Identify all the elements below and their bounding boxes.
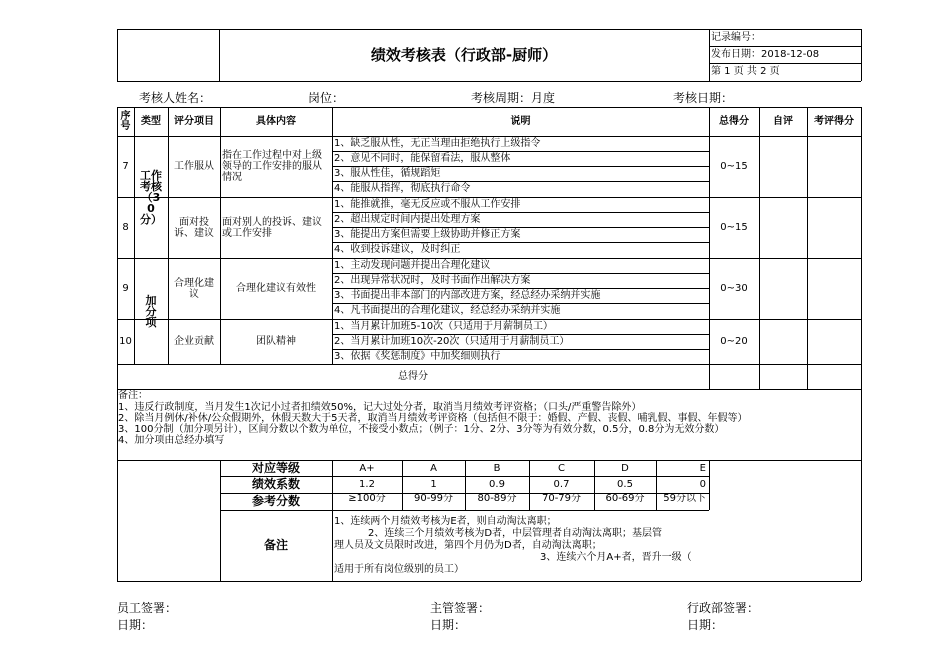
grade-level: A+ bbox=[359, 462, 375, 474]
row-seq: 7 bbox=[122, 161, 129, 172]
grade-level: A bbox=[430, 462, 437, 474]
grade-coef: 0.9 bbox=[489, 479, 505, 490]
row-item: 合理化建议 bbox=[174, 277, 214, 300]
position-label: 岗位： bbox=[308, 91, 345, 105]
group-bonus: 加分项 bbox=[145, 293, 157, 329]
row-item: 工作服从 bbox=[174, 161, 214, 172]
grade-level-label: 对应等级 bbox=[251, 460, 300, 475]
grade-remark-line: 3、连续六个月A+者，晋升一级（ bbox=[540, 552, 692, 563]
admin-signature-label: 行政部签署： bbox=[687, 601, 760, 615]
supervisor-signature-label: 主管签署： bbox=[430, 601, 491, 615]
grade-remark-line: 2、连续三个月绩效考核为D者，中层管理者自动淘汰离职；基层管 bbox=[368, 528, 663, 539]
row-desc-line: 4、能服从指挥，彻底执行命令 bbox=[334, 183, 471, 194]
group-work-assessment: 工作考核（30分） bbox=[140, 168, 162, 226]
row-desc-line: 2、当月累计加班10次-20次（只适用于月薪制员工） bbox=[334, 336, 570, 347]
employee-date-label: 日期： bbox=[117, 618, 154, 632]
grade-score: 60-69分 bbox=[605, 493, 645, 504]
row-score-range: 0~30 bbox=[720, 283, 748, 294]
grade-remark-line: 理人员及文员限时改进，第四个月仍为D者，自动淘汰离职； bbox=[334, 540, 602, 551]
notes-title: 备注： bbox=[118, 390, 148, 401]
grade-coef-label: 绩效系数 bbox=[251, 477, 300, 491]
grade-level: E bbox=[699, 462, 706, 474]
grade-level: D bbox=[621, 462, 629, 474]
row-desc-line: 1、缺乏服从性，无正当理由拒绝执行上级指令 bbox=[334, 138, 541, 149]
row-desc-line: 3、能提出方案但需要上级协助并修正方案 bbox=[334, 229, 521, 240]
row-content: 面对别人的投诉、建议或工作安排 bbox=[222, 216, 322, 239]
grade-level: C bbox=[558, 462, 565, 474]
notes-line: 2、除当月例休/补休/公众假期外，休假天数大于5天者，取消当月绩效考评资格（包括但不限于：婚假、产假、丧假、哺乳假、事假、年假等） bbox=[118, 413, 748, 424]
row-score-range: 0~20 bbox=[720, 336, 748, 347]
row-desc-line: 2、超出规定时间内提出处理方案 bbox=[334, 214, 481, 225]
row-desc-line: 2、出现异常状况时，及时书面作出解决方案 bbox=[334, 275, 531, 286]
admin-date-label: 日期： bbox=[687, 618, 724, 632]
col-header-total: 总得分 bbox=[719, 116, 749, 127]
page-info: 第 1 页 共 2 页 bbox=[711, 66, 780, 77]
row-desc-line: 3、依据《奖惩制度》中加奖细则执行 bbox=[334, 351, 501, 362]
grade-coef: 1 bbox=[430, 479, 437, 490]
row-desc-line: 1、主动发现问题并提出合理化建议 bbox=[334, 260, 491, 271]
col-header-desc: 说明 bbox=[510, 116, 531, 127]
row-item: 企业贡献 bbox=[174, 336, 214, 347]
row-content: 指在工作过程中对上级领导的工作安排的服从情况 bbox=[222, 150, 322, 183]
row-desc-line: 3、书面提出非本部门的内部改进方案，经总经办采纳并实施 bbox=[334, 290, 601, 301]
record-number: 记录编号： bbox=[711, 32, 761, 43]
grade-score: 59分以下 bbox=[663, 493, 706, 504]
grade-coef: 0.7 bbox=[553, 479, 570, 490]
col-header-type: 类型 bbox=[141, 116, 161, 127]
grade-coef: 0.5 bbox=[617, 479, 633, 490]
grade-remark-line: 1、连续两个月绩效考核为E者，则自动淘汰离职； bbox=[334, 516, 557, 527]
row-content: 团队精神 bbox=[256, 336, 296, 347]
grade-score: ≥100分 bbox=[348, 493, 386, 504]
grade-score: 90-99分 bbox=[413, 493, 454, 504]
employee-signature-label: 员工签署： bbox=[117, 601, 178, 615]
grade-score: 80-89分 bbox=[477, 493, 517, 504]
col-header-content: 具体内容 bbox=[256, 116, 296, 127]
row-content: 合理化建议有效性 bbox=[236, 283, 316, 294]
grade-remark-line: 适用于所有岗位级别的员工） bbox=[334, 564, 464, 575]
col-header-reviewer: 考评得分 bbox=[814, 116, 854, 127]
notes-line: 1、违反行政制度，当月发生1次记小过者扣绩效50%，记大过处分者，取消当月绩效考评资格；（口头/严重警告除外） bbox=[118, 402, 642, 413]
row-desc-line: 2、意见不同时，能保留看法，服从整体 bbox=[334, 153, 511, 164]
row-desc-line: 3、服从性佳，循规蹈矩 bbox=[334, 168, 441, 179]
col-header-self: 自评 bbox=[773, 116, 793, 127]
grade-score-label: 参考分数 bbox=[251, 494, 300, 508]
page-title: 绩效考核表（行政部-厨师） bbox=[370, 45, 558, 64]
col-header-item: 评分项目 bbox=[174, 116, 214, 127]
grade-coef: 0 bbox=[699, 479, 706, 490]
row-score-range: 0~15 bbox=[720, 161, 748, 172]
grade-score: 70-79分 bbox=[541, 493, 582, 504]
notes-line: 4、加分项由总经办填写 bbox=[118, 435, 225, 446]
row-item: 面对投诉、建议 bbox=[174, 216, 214, 239]
date-label: 考核日期： bbox=[673, 91, 734, 105]
name-label: 考核人姓名： bbox=[139, 91, 212, 105]
row-desc-line: 4、收到投诉建议，及时纠正 bbox=[334, 244, 461, 255]
period-label: 考核周期：月度 bbox=[471, 91, 556, 105]
col-header-seq: 序号 bbox=[120, 110, 131, 132]
row-seq: 9 bbox=[122, 283, 129, 294]
publish-date: 发布日期：2018-12-08 bbox=[711, 49, 820, 60]
grade-coef: 1.2 bbox=[359, 479, 375, 490]
notes-line: 3、100分制（加分项另计），区间分数以个数为单位，不接受小数点；（例子：1分、2分、3分等为有效分数，0.5分，0.8分为无效分数） bbox=[118, 424, 725, 435]
row-score-range: 0~15 bbox=[720, 222, 748, 233]
row-seq: 10 bbox=[119, 336, 132, 347]
total-score-label: 总得分 bbox=[398, 371, 428, 382]
grade-level: B bbox=[493, 462, 501, 474]
row-desc-line: 4、凡书面提出的合理化建议，经总经办采纳并实施 bbox=[334, 305, 561, 316]
row-desc-line: 1、能推就推，毫无反应或不服从工作安排 bbox=[334, 199, 521, 210]
row-desc-line: 1、当月累计加班5-10次（只适用于月薪制员工） bbox=[334, 321, 554, 332]
grade-remark-label: 备注 bbox=[263, 538, 288, 552]
supervisor-date-label: 日期： bbox=[430, 618, 467, 632]
row-seq: 8 bbox=[122, 222, 129, 233]
